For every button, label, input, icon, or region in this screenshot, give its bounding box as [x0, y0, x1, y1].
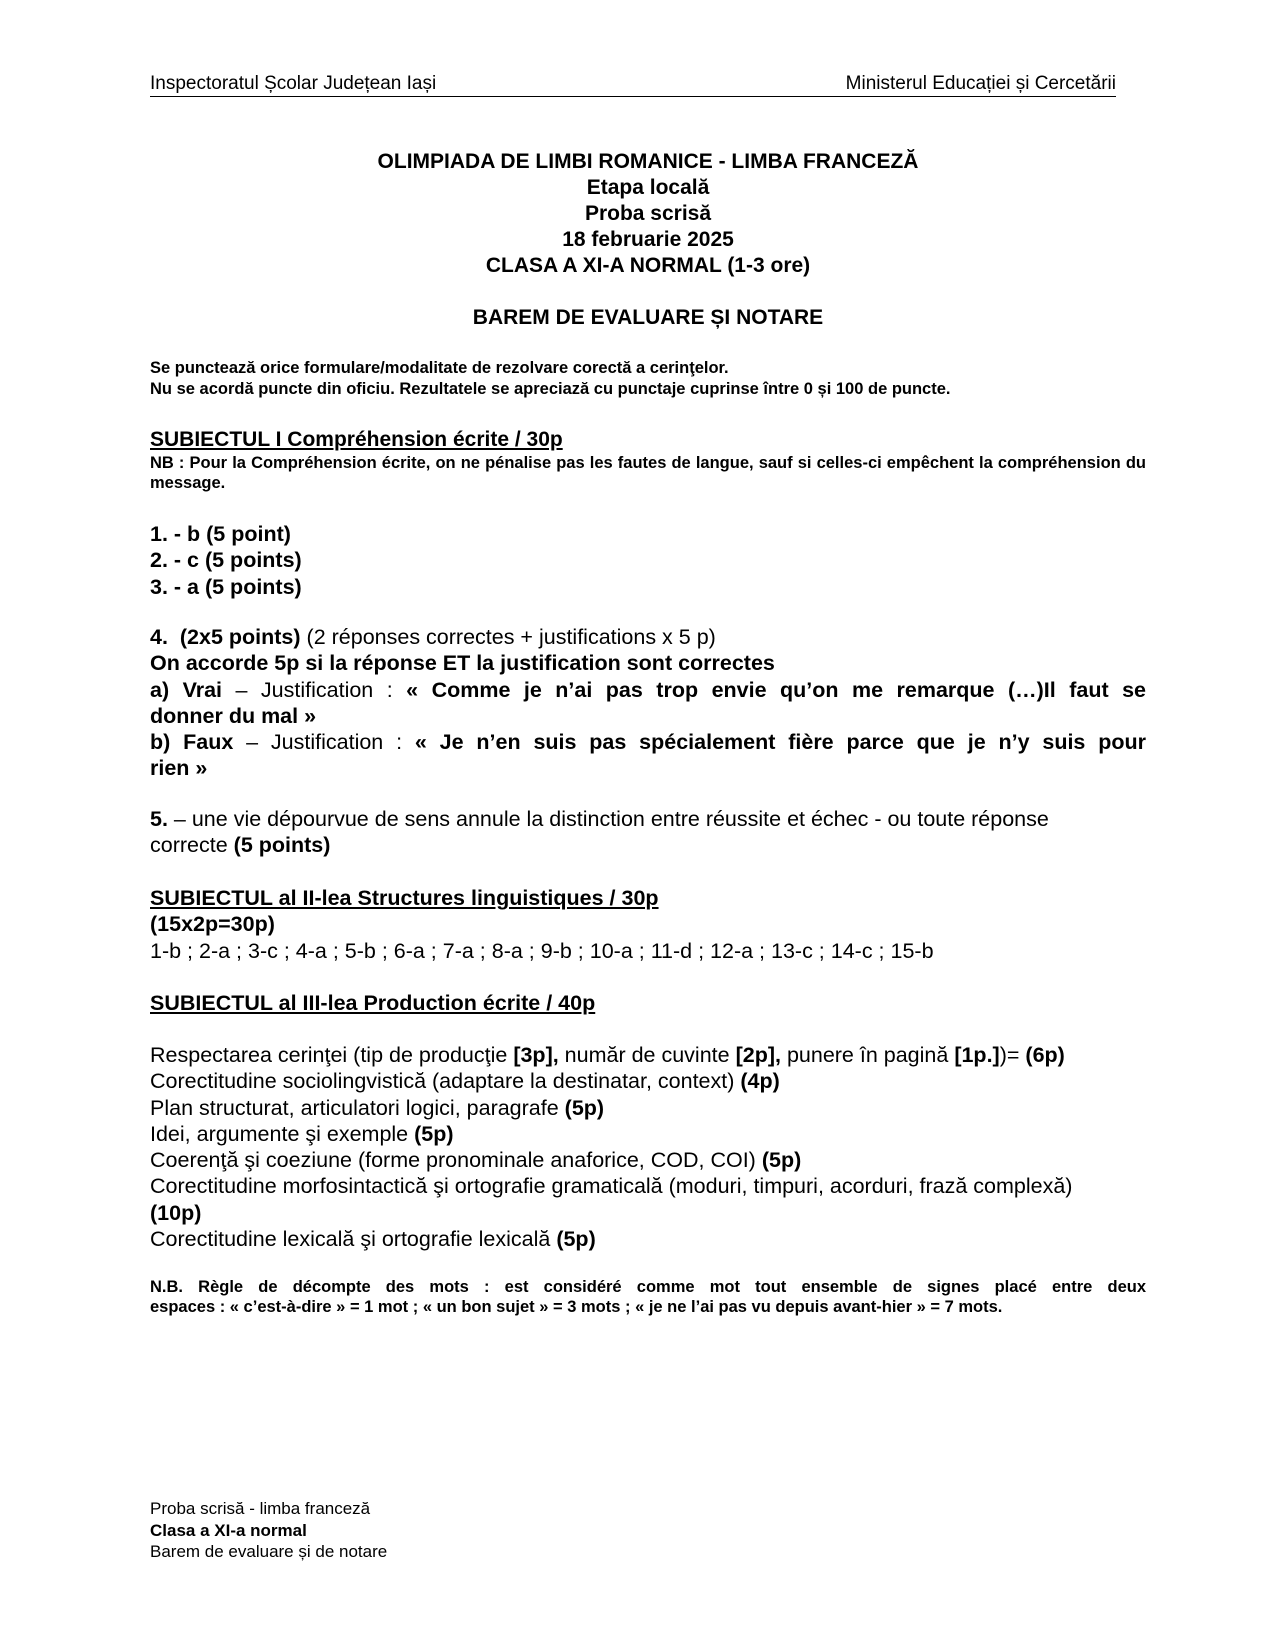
stage-title: Etapa locală	[586, 176, 710, 199]
header-inspectorate: Inspectoratul Școlar Județean Iași	[150, 73, 437, 94]
question5-line2: correcte (5 points)	[150, 833, 331, 858]
question5-line1: 5. – une vie dépourvue de sens annule la distinction entre réussite et échec - ou toute réponse	[150, 807, 1049, 831]
criterion-item: Corectitudine sociolingvistică (adaptare la destinatar, context) (4p)	[150, 1069, 780, 1094]
notice-line: Se punctează orice formulare/modalitate de rezolvare corectă a cerinţelor.	[150, 359, 729, 377]
subject3-title: SUBIECTUL al III-lea Production écrite / 40p	[150, 991, 596, 1015]
criterion-item: Corectitudine lexicală şi ortografie lexicală (5p)	[150, 1227, 596, 1252]
question4-answer-a-cont: donner du mal »	[150, 703, 317, 728]
footer-exam: Proba scrisă - limba franceză	[150, 1499, 371, 1518]
criterion-item: Idei, argumente şi exemple (5p)	[150, 1121, 454, 1146]
question4-answer-b: b) Faux – Justification : « Je n’en suis pas spécialement fière parce que je n’y suis pour	[150, 730, 1146, 755]
subject2-title: SUBIECTUL al II-lea Structures linguistiques / 30p	[150, 886, 659, 910]
word-count-rule: N.B. Règle de décompte des mots : est considéré comme mot tout ensemble de signes placé entre deux espaces : « c’est-à-dire » = 1 mot ; « un bon sujet » = 3 mots ; « je ne l’ai pas vu depuis avant-hier » = 7 mots.	[150, 1278, 1146, 1316]
class-title: CLASA A XI-A NORMAL (1-3 ore)	[485, 254, 811, 277]
footer-barem: Barem de evaluare și de notare	[150, 1542, 388, 1561]
subject1-answers	[150, 521, 1146, 600]
scoring-notice	[150, 358, 1146, 400]
question5-block	[150, 806, 1146, 859]
subject3-criteria	[150, 1042, 1150, 1252]
criterion-item: Coerenţă şi coeziune (forme pronominale anaforice, COD, COI) (5p)	[150, 1148, 802, 1173]
criterion-points: (10p)	[150, 1200, 202, 1225]
subject1-nb: NB : Pour la Compréhension écrite, on ne pénalise pas les fautes de langue, sauf si celles-ci empêchent la compréhension du message.	[150, 454, 1146, 492]
question4-answer-a: a) Vrai – Justification : « Comme je n’ai pas trop envie qu’on me remarque (…)Il faut se	[150, 677, 1146, 702]
criterion-item: Respectarea cerinţei (tip de producţie [3p], număr de cuvinte [2p], punere în pagină [1p.])= (6p)	[150, 1043, 1065, 1067]
subject1-title: SUBIECTUL I Compréhension écrite / 30p	[150, 428, 563, 451]
question4-answer-b-cont: rien »	[150, 756, 208, 781]
answer-item: 2. - c (5 points)	[150, 548, 302, 573]
criterion-item: Corectitudine morfosintactică şi ortografie gramaticală (moduri, timpuri, acorduri, frază complexă)	[150, 1174, 1073, 1199]
subject2-formula: (15x2p=30p)	[150, 912, 275, 937]
answer-item: 1. - b (5 point)	[150, 522, 291, 546]
footer-class: Clasa a XI-a normal	[150, 1520, 307, 1540]
criterion-item: Plan structurat, articulatori logici, paragrafe (5p)	[150, 1095, 605, 1120]
page-footer	[150, 1498, 387, 1563]
question4-rule: On accorde 5p si la réponse ET la justification sont correctes	[150, 651, 775, 676]
barem-title: BAREM DE EVALUARE ȘI NOTARE	[472, 306, 824, 329]
notice-line: Nu se acordă puncte din oficiu. Rezultatele se apreciază cu punctaje cuprinse între 0 și 100 de puncte.	[150, 380, 951, 398]
exam-type-title: Proba scrisă	[584, 202, 712, 225]
question4-block	[150, 624, 1146, 782]
question4-heading: 4. (2x5 points) (2 réponses correctes + justifications x 5 p)	[150, 625, 716, 649]
subject2-block	[150, 885, 1146, 964]
document-titles	[150, 149, 1146, 279]
answer-item: 3. - a (5 points)	[150, 574, 302, 599]
subject2-answers: 1-b ; 2-a ; 3-c ; 4-a ; 5-b ; 6-a ; 7-a ; 8-a ; 9-b ; 10-a ; 11-d ; 12-a ; 13-c ; 14-c ; 15-b	[150, 938, 934, 963]
exam-date: 18 februarie 2025	[562, 228, 734, 251]
page-header	[150, 72, 1116, 97]
olympiad-title: OLIMPIADA DE LIMBI ROMANICE - LIMBA FRANCEZĂ	[377, 150, 919, 173]
header-ministry: Ministerul Educației și Cercetării	[845, 73, 1116, 94]
